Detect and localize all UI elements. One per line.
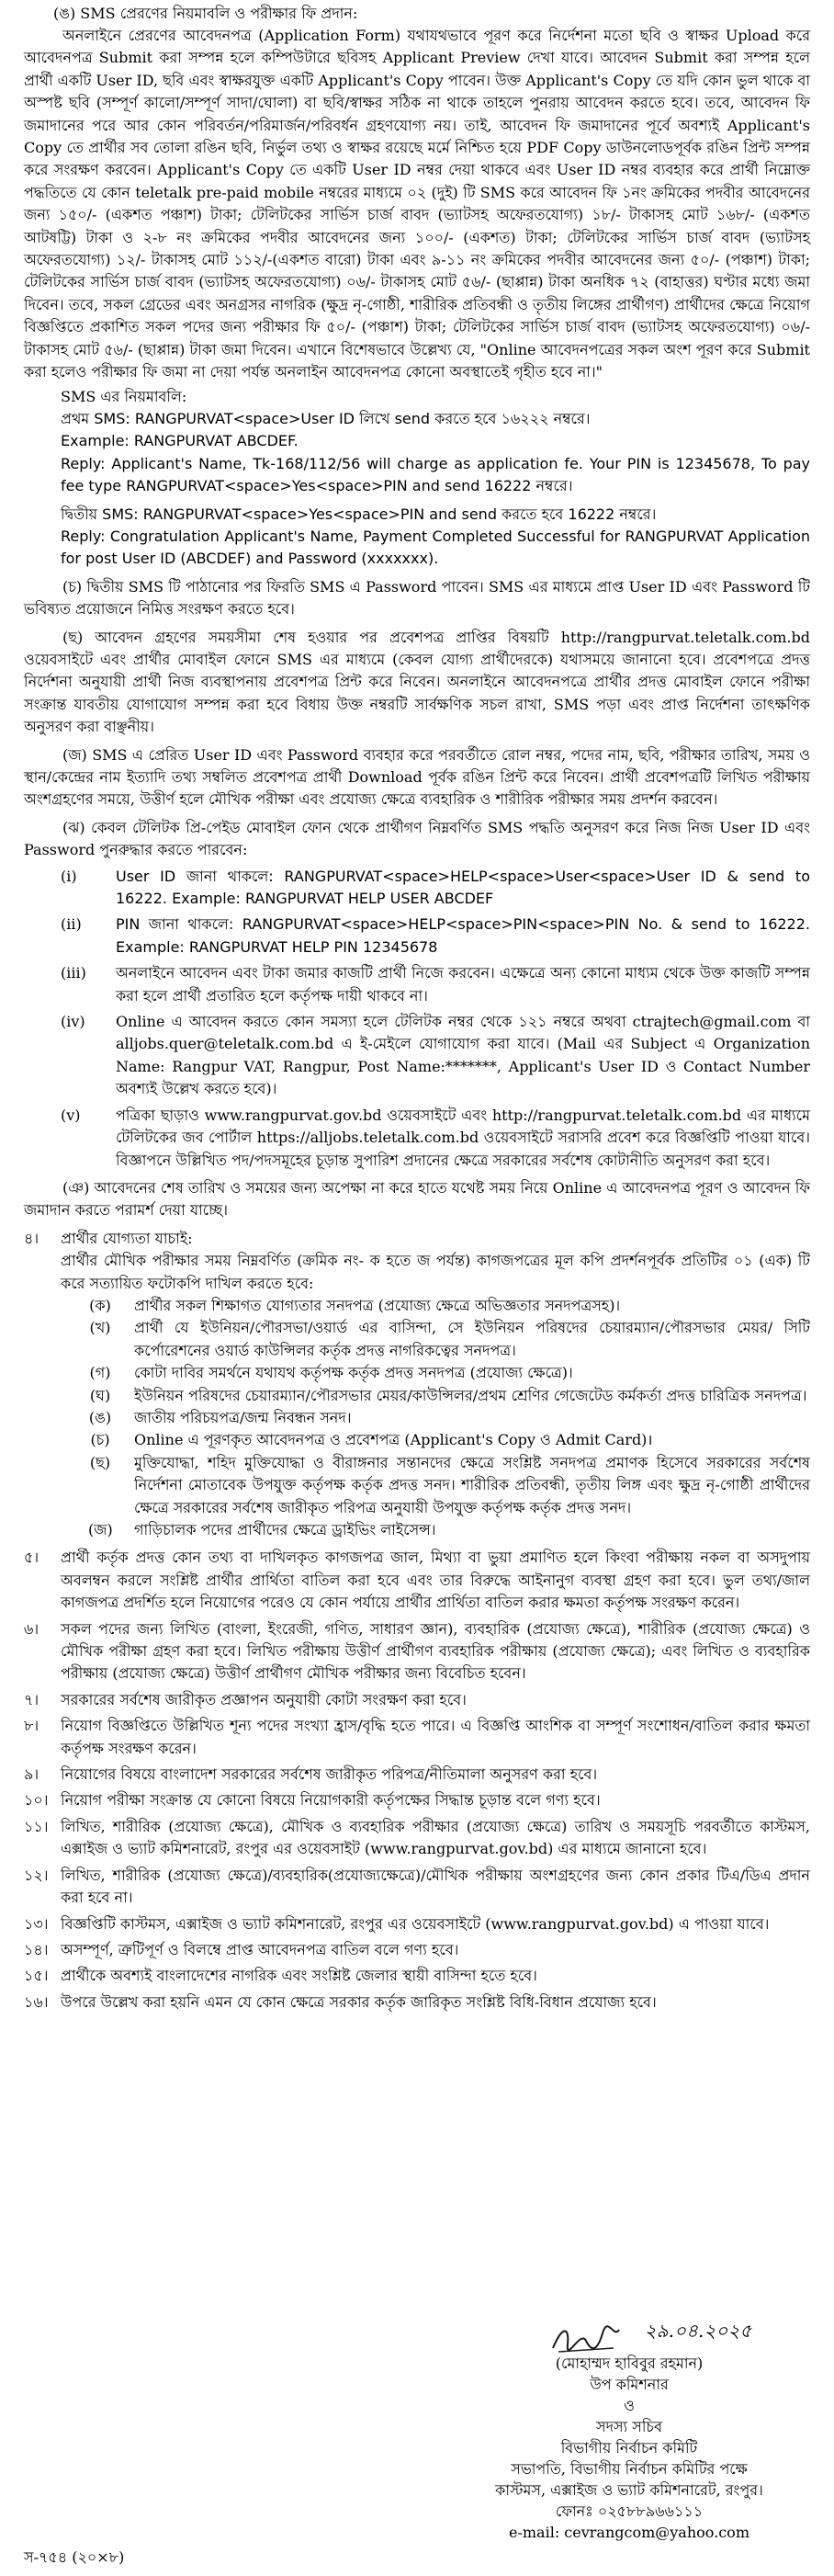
numbered-items <box>24 1547 810 2014</box>
signatory-and: ও <box>624 2397 635 2414</box>
item-number: ১৪। <box>24 1940 49 1958</box>
numbered-item <box>24 1965 810 1987</box>
section-sms-title: (ঙ) SMS প্রেরণের নিয়মাবলি ও পরীক্ষার ফি প্রদান: <box>53 5 358 22</box>
item-4 <box>24 1228 810 1250</box>
sms-instructions-block <box>61 408 810 571</box>
item-number: ১৩। <box>24 1914 49 1933</box>
sms-intro-paragraph: অনলাইনে প্রেরণের আবেদনপত্র (Application Form) যথাযথভাবে পূরণ করে নির্দেশনা মতো ছবি ও স্বাক্ষর Upload করে আবেদনপত্র Submit করা সম্পন্ন হলে কম্পিউটারে ছবিসহ Applicant Preview দেখা যাবে। আবেদন Submit করা সম্পন্ন হলে প্রার্থী একটি User ID, ছবি এবং স্বাক্ষরযুক্ত একটি Applicant's Copy পাবেন। উক্ত Applicant's Copy তে যদি কোন ভুল থাকে বা অস্পষ্ট ছবি (সম্পূর্ণ কালো/সম্পূর্ণ সাদা/ঘোলা) বা ছবি/স্বাক্ষর সঠিক না থাকে তাহলে পুনরায় আবেদন করতে হবে। তবে, আবেদন ফি জমাদানের পরে আর কোন পরিবর্তন/পরিমার্জন/পরিবর্ধন গ্রহণযোগ্য নয়। তাই, আবেদন ফি জমাদানের পূর্বে অবশ্যই Applicant's Copy তে প্রার্থীর সব তোলা রঙিন ছবি, নির্ভুল তথ্য ও স্বাক্ষর রয়েছে মর্মে নিশ্চিত হয়ে PDF Copy ডাউনলোডপূর্বক রঙিন প্রিন্ট সম্পন্ন করে সংরক্ষণ করবেন। Applicant's Copy তে একটি User ID নম্বর দেয়া থাকবে এবং User ID নম্বর ব্যবহার করে প্রার্থী নিম্নোক্ত পদ্ধতিতে যে কোন teletalk pre-paid mobile নম্বরের মাধ্যমে ০২ (দুই) টি SMS করে আবেদন ফি ১নং ক্রমিকের পদবীর আবেদনের জন্য ১৫০/- (একশত পঞ্চাশ) টাকা; টেলিটকের সার্ভিস চার্জ বাবদ (ভ্যাটসহ অফেরতযোগ্য) ১৮/- টাকাসহ মোট ১৬৮/- (একশত আটষট্টি) টাকা ও ২-৮ নং ক্রমিকের পদবীর আবেদনের জন্য ১০০/- (একশত) টাকা; টেলিটকের সার্ভিস চার্জ বাবদ (ভ্যাটসহ অফেরতযোগ্য) ১২/- টাকাসহ মোট ১১২/-(একশত বারো) টাকা এবং ৯-১১ নং ক্রমিকের পদবীর আবেদনের জন্য ৫০/- (পঞ্চাশ) টাকা; টেলিটকের সার্ভিস চার্জ বাবদ (ভ্যাটসহ অফেরতযোগ্য) ০৬/- টাকাসহ মোট ৫৬/- (ছাপ্পান্ন) টাকা অনধিক ৭২ (বাহাত্তর) ঘণ্টার মধ্যে জমা দিবেন। তবে, সকল গ্রেডের এবং অনগ্রসর নাগরিক (ক্ষুদ্র নৃ-গোষ্ঠী, শারীরিক প্রতিবন্ধী ও তৃতীয় লিঙ্গের প্রার্থীগণ) প্রার্থীদের ক্ষেত্রে নিয়োগ বিজ্ঞপ্তিতে প্রকাশিত সকল পদের জন্য পরীক্ষার ফি ৫০/- (পঞ্চাশ) টাকা; টেলিটকের সার্ভিস চার্জ বাবদ (ভ্যাটসহ অফেরতযোগ্য) ০৬/- টাকাসহ মোট ৫৬/- (ছাপ্পান্ন) টাকা জমা দিবেন। এখানে বিশেষভাবে উল্লেখ্য যে, "Online আবেদনপত্রের সকল অংশ পূরণ করে Submit করা হলেও পরীক্ষার ফি জমা না দেয়া পর্যন্ত অনলাইন আবেদনপত্র কোনো অবস্থাতেই গৃহীত হবে না।" <box>24 27 810 381</box>
documents-list <box>88 1295 810 1541</box>
recovery-sublist <box>61 866 810 1172</box>
item-number: ১০। <box>24 1791 49 1810</box>
sub-item-text: User ID জানা থাকলে: RANGPURVAT<space>HELP<space>User<space>User ID & send to 16222. Example: RANGPURVAT HELP USER ABCDEF <box>116 867 810 908</box>
doc-item <box>88 1519 810 1541</box>
doc-item <box>88 1407 810 1429</box>
item-text: লিখিত, শারীরিক (প্রযোজ্য ক্ষেত্রে)/ব্যবহারিক(প্রযোজ্যক্ষেত্রে)/মৌখিক পরীক্ষায় অংশগ্রহণের জন্য কোন প্রকার টিএ/ডিএ প্রদান করা হবে না। <box>61 1866 810 1907</box>
first-sms-line: প্রথম SMS: RANGPURVAT<space>User ID লিখে send করতে হবে ১৬২২২ নম্বরে। <box>61 409 591 427</box>
item-text: সকল পদের জন্য লিখিত (বাংলা, ইংরেজী, গণিত, সাধারণ জ্ঞান), ব্যবহারিক (প্রযোজ্য ক্ষেত্রে), শারীরিক (প্রযোজ্য ক্ষেত্রে) ও মৌখিক পরীক্ষা গ্রহণ করা হবে। লিখিত পরীক্ষায় উত্তীর্ণ প্রার্থীগণ ব্যবহারিক পরীক্ষায় (প্রযোজ্য ক্ষেত্রে); এবং লিখিত ও ব্যবহারিক পরীক্ষায় (প্রযোজ্য ক্ষেত্রে) উত্তীর্ণ প্রার্থীগণ মৌখিক পরীক্ষার জন্য বিবেচিত হবেন। <box>61 1619 811 1683</box>
doc-text: Online এ পূরণকৃত আবেদনপত্র ও প্রবেশপত্র (Applicant's Copy ও Admit Card)। <box>134 1431 653 1449</box>
office-name: কাস্টমস, এক্সাইজ ও ভ্যাট কমিশনারেট, রংপুর। <box>495 2481 763 2499</box>
numbered-item <box>24 1547 810 1614</box>
doc-label: (খ) <box>89 1319 111 1337</box>
numbered-item <box>24 1913 810 1935</box>
doc-label: (ঙ) <box>88 1408 112 1426</box>
sub-item-label: (v) <box>61 1106 81 1124</box>
sub-item-text: পত্রিকা ছাড়াও www.rangpurvat.gov.bd ওয়েবসাইটে এবং http://rangpurvat.teletalk.com.bd এর মাধ্যমে টেলিটকের জব পোর্টাল https://alljobs.teletalk.com.bd ওয়েবসাইটে সরাসরি প্রবেশ করে বিজ্ঞপ্তিটি পাওয়া যাবে। বিজ্ঞাপনে উল্লিখিত পদ/পদসমূহের চূড়ান্ত সুপারিশ প্রদানের ক্ষেত্রে সরকারের সর্বশেষ কোটানীতি অনুসরণ করা হবে। <box>116 1106 810 1169</box>
numbered-item <box>24 1689 810 1711</box>
doc-text: প্রার্থী যে ইউনিয়ন/পৌরসভা/ওয়ার্ড এর বাসিন্দা, সে ইউনিয়ন পরিষদের চেয়ারম্যান/পৌরসভার মেয়র/ সিটি কর্পোরেশনের ওয়ার্ড কাউন্সিলর কর্তৃক প্রদত্ত নাগরিকত্বের সনদপত্র। <box>134 1319 810 1359</box>
doc-text: ইউনিয়ন পরিষদের চেয়ারম্যান/পৌরসভার মেয়র/কাউন্সিলর/প্রথম শ্রেণির গেজেটেড কর্মকর্তা প্রদত্ত চারিত্রিক সনদপত্র। <box>134 1386 807 1404</box>
item-number: ৫। <box>24 1549 39 1567</box>
sub-item-label: (ii) <box>61 915 82 934</box>
first-sms-reply: Reply: Applicant's Name, Tk-168/112/56 will charge as application fe. Your PIN is 12345678, To pay fee type RANGPURVAT<space>Yes<space>PIN and send 16222 নম্বরে। <box>61 454 810 495</box>
item-text: অসম্পূর্ণ, ত্রুটিপূর্ণ ও বিলম্বে প্রাপ্ত আবেদনপত্র বাতিল বলে গণ্য হবে। <box>61 1940 459 1958</box>
sub-item-iii <box>61 962 810 1007</box>
sub-item-v <box>61 1105 810 1172</box>
signature-date: ২৯.০৪.২০২৫ <box>644 2320 752 2342</box>
item-text: নিয়োগ বিজ্ঞপ্তিতে উল্লিখিত শূন্য পদের সংখ্যা হ্রাস/বৃদ্ধি হতে পারে। এ বিজ্ঞপ্তি আংশিক বা সম্পূর্ণ সংশোধন/বাতিল করার ক্ষমতা কর্তৃপক্ষ সংরক্ষণ করেন। <box>61 1717 810 1757</box>
doc-item <box>88 1429 810 1451</box>
second-sms-reply: Reply: Congratulation Applicant's Name, Payment Completed Successful for RANGPURVAT Application for post User ID (ABCDEF) and Password (xxxxxxx). <box>61 527 810 568</box>
item-number: ৭। <box>24 1690 39 1708</box>
paragraph-chh: (ছ) আবেদন গ্রহণের সময়সীমা শেষ হওয়ার পর প্রবেশপত্র প্রাপ্তির বিষয়টি http://rangpurvat.teletalk.com.bd ওয়েবসাইটে এবং প্রার্থীর মোবাইল ফোনে SMS এর মাধ্যমে (কেবল যোগ্য প্রার্থীদেরকে) যথাসময়ে জানানো হবে। প্রবেশপত্রে প্রদত্ত নির্দেশনা অনুযায়ী প্রার্থী নিজ ব্যবস্থাপনায় প্রবেশপত্র প্রিন্ট করে নিবেন। অনলাইনে আবেদনপত্রে প্রার্থীর প্রদত্ত মোবাইল ফোনে পরীক্ষা সংক্রান্ত যাবতীয় যোগাযোগ সম্পন্ন করা হবে বিধায় উক্ত নম্বরটি সার্বক্ষণিক সচল রাখা, SMS পড়া এবং প্রাপ্ত নির্দেশনা তাৎক্ষণিক অনুসরণ করা বাঞ্ছনীয়। <box>24 628 810 736</box>
doc-text: জাতীয় পরিচয়পত্র/জন্ম নিবন্ধন সনদ। <box>134 1408 352 1426</box>
numbered-item <box>24 1992 810 2014</box>
numbered-item <box>24 1816 810 1861</box>
signatory-title: উপ কমিশনার <box>590 2376 669 2393</box>
on-behalf: সভাপতি, বিভাগীয় নির্বাচন কমিটির পক্ষে <box>511 2460 748 2478</box>
doc-label: (গ) <box>89 1364 111 1382</box>
item-number: ১১। <box>24 1817 49 1835</box>
signatory-title-2: সদস্য সচিব <box>596 2418 662 2435</box>
email-address: e-mail: cevrangcom@yahoo.com <box>509 2524 749 2541</box>
item-title: প্রার্থীর যোগ্যতা যাচাই: <box>61 1229 193 1247</box>
doc-item <box>88 1362 810 1384</box>
numbered-item <box>24 1764 810 1786</box>
first-sms-example: Example: RANGPURVAT ABCDEF. <box>61 432 299 450</box>
sub-item-label: (iv) <box>61 1013 85 1031</box>
item-text: সরকারের সর্বশেষ জারীকৃত প্রজ্ঞাপন অনুযায়ী কোটা সংরক্ষণ করা হবে। <box>61 1690 467 1708</box>
doc-item <box>88 1385 810 1407</box>
item-text: নিয়োগের বিষয়ে বাংলাদেশ সরকারের সর্বশেষ জারীকৃত পরিপত্র/নীতিমালা অনুসরণ করা হবে। <box>61 1765 598 1784</box>
item-number: ৯। <box>24 1765 39 1784</box>
paragraph-ch: (চ) দ্বিতীয় SMS টি পাঠানোর পর ফিরতি SMS এ Password পাবেন। SMS এর মাধ্যমে প্রাপ্ত User ID এবং Password টি ভবিষ্যত প্রয়োজনে নিমিত্ত সংরক্ষণ করতে হবে। <box>24 577 810 618</box>
doc-text: প্রার্থীর সকল শিক্ষাগত যোগ্যতার সনদপত্র (প্রযোজ্য ক্ষেত্রে অভিজ্ঞতার সনদপত্রসহ)। <box>134 1296 621 1314</box>
doc-label: (ছ) <box>89 1453 111 1471</box>
phone-number: ফোনঃ ০২৫৮৮৯৬৬১১১ <box>555 2502 704 2520</box>
sub-item-text: PIN জানা থাকলে: RANGPURVAT<space>HELP<space>PIN<space>PIN No. & send to 16222. Example: RANGPURVAT HELP PIN 12345678 <box>116 915 810 956</box>
item-text: প্রার্থী কর্তৃক প্রদত্ত কোন তথ্য বা দাখিলকৃত কাগজপত্র জাল, মিথ্যা বা ভুয়া প্রমাণিত হলে কিংবা পরীক্ষায় নকল বা অসদুপায় অবলম্বন করলে সংশ্লিষ্ট প্রার্থীর প্রার্থিতা বাতিল করা হবে এবং তার বিরুদ্ধে আইনানুগ ব্যবস্থা গ্রহণ করা হবে। ভুল তথ্য/জাল কাগজপত্র প্রদর্শিত হলে নিয়োগের পরেও যে কোন পর্যায়ে প্রার্থীর প্রার্থিতা বাতিল করার ক্ষমতা কর্তৃপক্ষ সংরক্ষণ করেন। <box>61 1549 810 1612</box>
sub-item-label: (i) <box>61 867 77 885</box>
item-text: প্রার্থীকে অবশ্যই বাংলাদেশের নাগরিক এবং সংশ্লিষ্ট জেলার স্থায়ী বাসিন্দা হতে হবে। <box>61 1967 537 1985</box>
sms-rules-title: SMS এর নিয়মাবলি: <box>61 387 187 405</box>
item-number: ৪। <box>24 1229 39 1247</box>
item-number: ৮। <box>24 1717 39 1735</box>
numbered-item <box>24 1618 810 1685</box>
item-number: ১৬। <box>24 1992 49 2011</box>
item-text: লিখিত, শারীরিক (প্রযোজ্য ক্ষেত্রে), মৌখিক ও ব্যবহারিক পরীক্ষার (প্রযোজ্য ক্ষেত্রে) তারিখ ও সময়সূচি পরবর্তীতে কাস্টমস, এক্সাইজ ও ভ্যাট কমিশনারেট, রংপুর এর ওয়েবসাইট (www.rangpurvat.gov.bd) এর মাধ্যমে জানানো হবে। <box>61 1817 810 1858</box>
item-number: ১৫। <box>24 1967 49 1985</box>
numbered-item <box>24 1715 810 1760</box>
second-sms-line: দ্বিতীয় SMS: RANGPURVAT<space>Yes<space>PIN and send করতে হবে 16222 নম্বরে। <box>61 505 657 523</box>
signatory-name: (মোহাম্মদ হাবিবুর রহমান) <box>555 2355 704 2372</box>
doc-label: (চ) <box>90 1431 110 1449</box>
sub-item-text: অনলাইনে আবেদন এবং টাকা জমার কাজটি প্রার্থী নিজে করবেন। এক্ষেত্রে অন্য কোনো মাধ্যম থেকে উক্ত কাজটি সম্পন্ন করা হলে প্রার্থী প্রতারিত হলে কর্তৃপক্ষ দায়ী থাকবে না। <box>116 964 810 1004</box>
doc-text: কোটা দাবির সমর্থনে যথাযথ কর্তৃপক্ষ কর্তৃক প্রদত্ত সনদপত্র (প্রযোজ্য ক্ষেত্রে)। <box>134 1364 573 1382</box>
doc-label: (ক) <box>89 1296 111 1314</box>
sub-item-ii <box>61 914 810 959</box>
item-number: ৬। <box>24 1619 39 1638</box>
item-text: নিয়োগ পরীক্ষা সংক্রান্ত যে কোনো বিষয়ে নিয়োগকারী কর্তৃপক্ষের সিদ্ধান্ত চূড়ান্ত বলে গণ্য হবে। <box>61 1791 601 1810</box>
doc-item <box>88 1452 810 1519</box>
paragraph-j: (জ) SMS এ প্রেরিত User ID এবং Password ব্যবহার করে পরবর্তীতে রোল নম্বর, পদের নাম, ছবি, পরীক্ষার তারিখ, সময় ও স্থান/কেন্দ্রের নাম ইত্যাদি তথ্য সম্বলিত প্রবেশপত্র প্রার্থী Download পূর্বক রঙিন প্রিন্ট করে নিবেন। প্রার্থী প্রবেশপত্রটি লিখিত পরীক্ষায় অংশগ্রহণের সময়ে, উত্তীর্ণ হলে মৌখিক পরীক্ষা এবং প্রযোজ্য ক্ষেত্রে ব্যবহারিক ও শারীরিক পরীক্ষার সময় প্রদর্শন করবেন। <box>24 745 810 809</box>
doc-item <box>88 1317 810 1362</box>
doc-text: মুক্তিযোদ্ধা, শহিদ মুক্তিযোদ্ধা ও বীরাঙ্গনার সন্তানদের ক্ষেত্রে সংশ্লিষ্ট সনদপত্র প্রমাণক হিসেবে সরকারের সর্বশেষ নির্দেশনা মোতাবেক উপযুক্ত কর্তৃপক্ষ কর্তৃক প্রদত্ত সনদ। শারীরিক প্রতিবন্ধী, তৃতীয় লিঙ্গ এবং ক্ষুদ্র নৃ-গোষ্ঠী প্রার্থীদের ক্ষেত্রে সরকারের সর্বশেষ জারীকৃত পরিপত্র অনুযায়ী উপযুক্ত কর্তৃপক্ষ কর্তৃক প্রদত্ত সনদ। <box>134 1453 810 1516</box>
doc-label: (জ) <box>88 1521 113 1538</box>
numbered-item <box>24 1939 810 1961</box>
item-text: উপরে উল্লেখ করা হয়নি এমন যে কোন ক্ষেত্রে সরকার কর্তৃক জারিকৃত সংশ্লিষ্ট বিধি-বিধান প্রযোজ্য হবে। <box>61 1992 657 2011</box>
item-4-text: প্রার্থীর মৌখিক পরীক্ষার সময় নিম্নবর্ণিত (ক্রমিক নং- ক হতে জ পর্যন্ত) কাগজপত্রের মূল কপি প্রদর্শনপূর্বক প্রতিটির ০১ (এক) টি করে সত্যায়িত ফটোকপি দাখিল করতে হবে: <box>61 1252 810 1292</box>
doc-text: গাড়িচালক পদের প্রার্থীদের ক্ষেত্রে ড্রাইভিং লাইসেন্স। <box>134 1521 436 1538</box>
numbered-item <box>24 1789 810 1811</box>
sub-item-iv <box>61 1011 810 1101</box>
paragraph-nio: (ঞ) আবেদনের শেষ তারিখ ও সময়ের জন্য অপেক্ষা না করে হাতে যথেষ্ট সময় নিয়ে Online এ আবেদনপত্র পূরণ ও আবেদন ফি জমাদান করতে পরামর্শ দেয়া যাচ্ছে। <box>24 1178 810 1220</box>
doc-item <box>88 1295 810 1317</box>
item-text: বিজ্ঞপ্তিটি কাস্টমস, এক্সাইজ ও ভ্যাট কমিশনারেট, রংপুর এর ওয়েবসাইটে (www.rangpurvat.gov.bd) এ পাওয়া যাবে। <box>61 1914 770 1933</box>
signature-block <box>478 2353 781 2543</box>
sub-item-label: (iii) <box>61 964 86 982</box>
sub-item-i <box>61 866 810 911</box>
publication-code: স-৭৫৪ (২০×৮) <box>24 2548 125 2566</box>
numbered-item <box>24 1865 810 1910</box>
paragraph-jh: (ঝ) কেবল টেলিটক প্রি-পেইড মোবাইল ফোন থেকে প্রার্থীগণ নিম্নবর্ণিত SMS পদ্ধতি অনুসরণ করে নিজ নিজ User ID এবং Password পুনরুদ্ধার করতে পারবেন: <box>24 818 810 859</box>
committee-name: বিভাগীয় নির্বাচন কমিটি <box>560 2439 698 2457</box>
item-number: ১২। <box>24 1866 49 1884</box>
doc-label: (ঘ) <box>89 1386 111 1404</box>
sub-item-text: Online এ আবেদন করতে কোন সমস্যা হলে টেলিটক নম্বর থেকে ১২১ নম্বরে অথবা ctrajtech@gmail.com বা alljobs.quer@teletalk.com.bd এ ই-মেইলে যোগাযোগ করা যাবে। (Mail এর Subject এ Organization Name: Rangpur VAT, Rangpur, Post Name:*******, Applicant's User ID ও Contact Number অবশ্যই উল্লেখ করতে হবে)। <box>116 1013 810 1098</box>
